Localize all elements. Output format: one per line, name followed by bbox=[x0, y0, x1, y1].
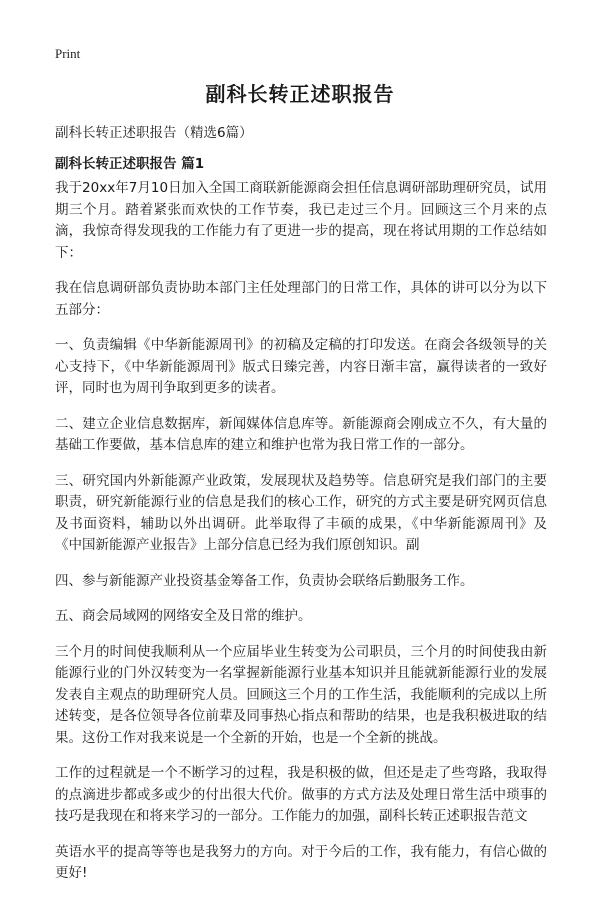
document-subtitle: 副科长转正述职报告（精选6篇） bbox=[55, 125, 253, 141]
paragraph: 三、研究国内外新能源产业政策，发展现状及趋势等。信息研究是我们部门的主要职责，研究新能源行业的信息是我们的核心工作，研究的方式主要是研究网页信息及书面资料，辅助以外出调研。此举取得了丰硕的成果，《中华新能源周刊》及《中国新能源产业报告》上部分信息已经为我们原创知识。副 bbox=[55, 472, 547, 553]
page-title: 副科长转正述职报告 bbox=[205, 82, 395, 106]
print-label: Print bbox=[55, 46, 81, 61]
paragraph: 工作的过程就是一个不断学习的过程，我是积极的做，但还是走了些弯路，我取得的点滴进步都或多或少的付出很大代价。做事的方式方法及处理日常生活中琐事的技巧是我现在和将来学习的一部分。工作能力的加强，副科长转正述职报告范文 bbox=[55, 765, 547, 824]
paragraph: 三个月的时间使我顺利从一个应届毕业生转变为公司职员，三个月的时间使我由新能源行业的门外汉转变为一名掌握新能源行业基本知识并且能就新能源行业的发展发表自主观点的助理研究人员。回顾这三个月的工作生活，我能顺利的完成以上所述转变，是各位领导各位前辈及同事热心指点和帮助的结果，也是我积极进取的结果。这份工作对我来说是一个全新的开始，也是一个全新的挑战。 bbox=[55, 643, 547, 746]
document-body bbox=[55, 178, 547, 899]
paragraph: 我于20xx年7月10日加入全国工商联新能源商会担任信息调研部助理研究员，试用期三个月。踏着紧张而欢快的工作节奏，我已走过三个月。回顾这三个月来的点滴，我惊奇得发现我的工作能力有了更进一步的提高，现在将试用期的工作总结如下： bbox=[55, 180, 547, 261]
paragraph: 我在信息调研部负责协助本部门主任处理部门的日常工作，具体的讲可以分为以下五部分： bbox=[55, 280, 547, 318]
paragraph: 四、参与新能源产业投资基金筹备工作，负责协会联络后勤服务工作。 bbox=[55, 572, 474, 589]
paragraph: 五、商会局域网的网络安全及日常的维护。 bbox=[55, 608, 312, 624]
paragraph: 英语水平的提高等等也是我努力的方向。对于今后的工作，我有能力，有信心做的更好! bbox=[55, 843, 547, 881]
section-heading: 副科长转正述职报告 篇1 bbox=[55, 156, 205, 172]
paragraph: 二、建立企业信息数据库，新闻媒体信息库等。新能源商会刚成立不久，有大量的基础工作要做，基本信息库的建立和维护也常为我日常工作的一部分。 bbox=[55, 415, 547, 453]
paragraph: 一、负责编辑《中华新能源周刊》的初稿及定稿的打印发送。在商会各级领导的关心支持下，《中华新能源周刊》版式日臻完善，内容日渐丰富，赢得读者的一致好评，同时也为周刊争取到更多的读者。 bbox=[55, 337, 547, 396]
